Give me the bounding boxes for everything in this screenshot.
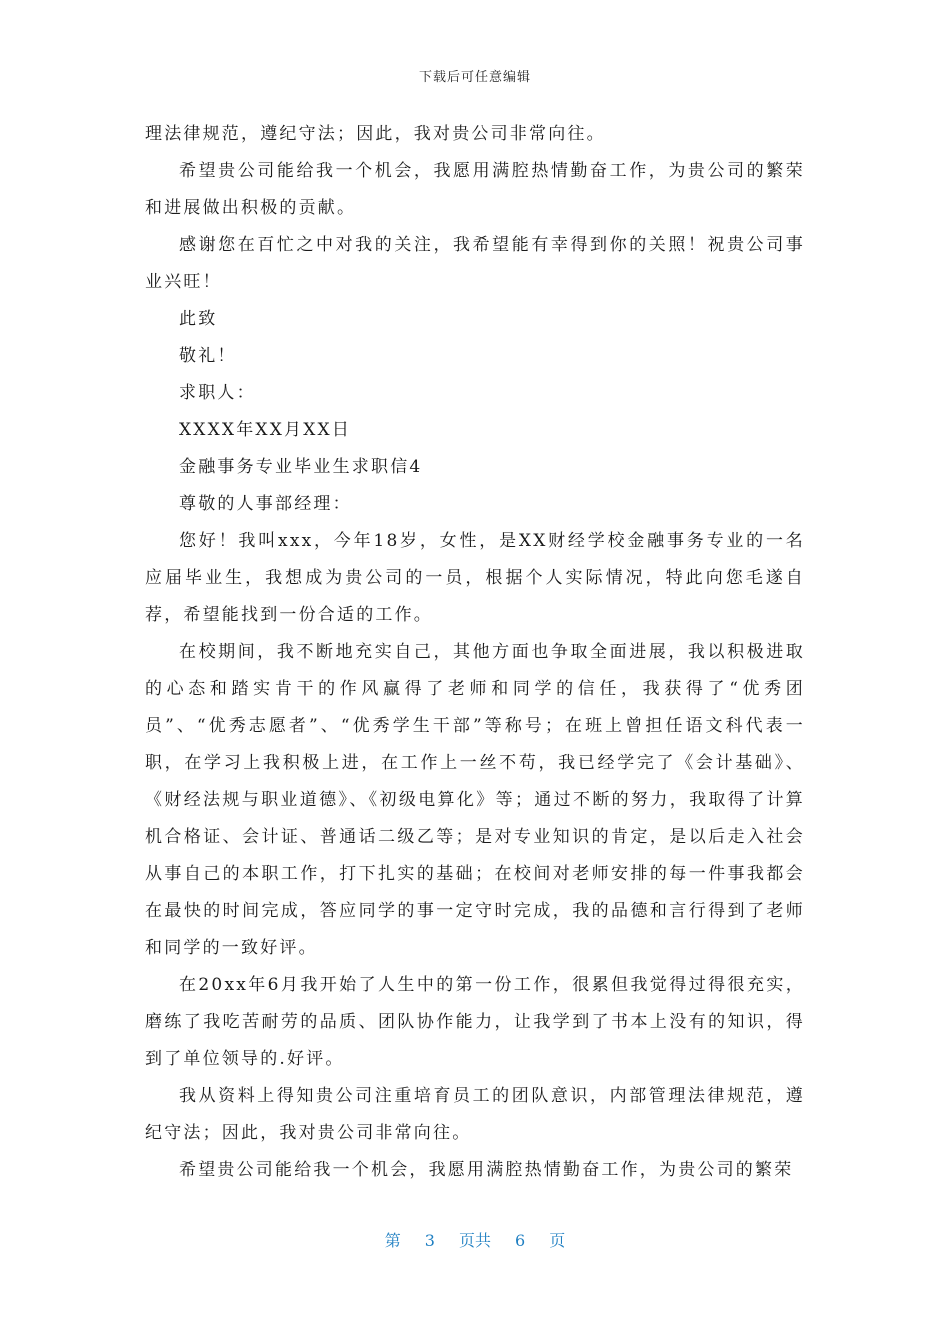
paragraph: 感谢您在百忙之中对我的关注，我希望能有幸得到你的关照！祝贵公司事业兴旺！	[145, 235, 805, 292]
paragraph: 希望贵公司能给我一个机会，我愿用满腔热情勤奋工作，为贵公司的繁荣	[179, 1160, 794, 1180]
paragraph: 理法律规范，遵纪守法；因此，我对贵公司非常向往。	[145, 124, 606, 144]
applicant-label: 求职人：	[179, 383, 256, 403]
page-footer	[0, 1228, 950, 1251]
page-label-prefix: 第	[384, 1231, 401, 1250]
paragraph: 在校期间，我不断地充实自己，其他方面也争取全面进展，我以积极进取的心态和踏实肯干的作风赢得了老师和同学的信任，我获得了“优秀团员”、“优秀志愿者”、“优秀学生干部”等称号；在班上曾担任语文科代表一职，在学习上我积极上进，在工作上一丝不苟，我已经学完了《会计基础》、《财经法规与职业道德》、《初级电算化》等；通过不断的努力，我取得了计算机合格证、会计证、普通话二级乙等；是对专业知识的肯定，是以后走入社会从事自己的本职工作，打下扎实的基础；在校间对老师安排的每一件事我都会在最快的时间完成，答应同学的事一定守时完成，我的品德和言行得到了老师和同学的一致好评。	[145, 642, 805, 958]
page-label-mid: 页共	[458, 1231, 491, 1250]
total-pages-number: 6	[515, 1231, 526, 1250]
salutation-closing: 敬礼！	[179, 346, 237, 366]
section-title: 金融事务专业毕业生求职信4	[179, 457, 423, 477]
paragraph: 您好！我叫xxx，今年18岁，女性，是XX财经学校金融事务专业的一名应届毕业生，我想成为贵公司的一员，根据个人实际情况，特此向您毛遂自荐，希望能找到一份合适的工作。	[145, 531, 805, 625]
page-header	[0, 66, 950, 85]
greeting: 尊敬的人事部经理：	[179, 494, 352, 514]
current-page-number: 3	[424, 1231, 435, 1250]
document-body	[145, 116, 805, 1189]
date-line: XXXX年XX月XX日	[179, 420, 352, 440]
paragraph: 希望贵公司能给我一个机会，我愿用满腔热情勤奋工作，为贵公司的繁荣和进展做出积极的贡献。	[145, 161, 805, 218]
header-note: 下载后可任意编辑	[418, 70, 531, 85]
paragraph: 在20xx年6月我开始了人生中的第一份工作，很累但我觉得过得很充实，磨练了我吃苦耐劳的品质、团队协作能力，让我学到了书本上没有的知识，得到了单位领导的.好评。	[145, 975, 805, 1069]
closing-phrase: 此致	[179, 309, 218, 329]
paragraph: 我从资料上得知贵公司注重培育员工的团队意识，内部管理法律规范，遵纪守法；因此，我对贵公司非常向往。	[145, 1086, 805, 1143]
page-label-suffix: 页	[549, 1231, 566, 1250]
